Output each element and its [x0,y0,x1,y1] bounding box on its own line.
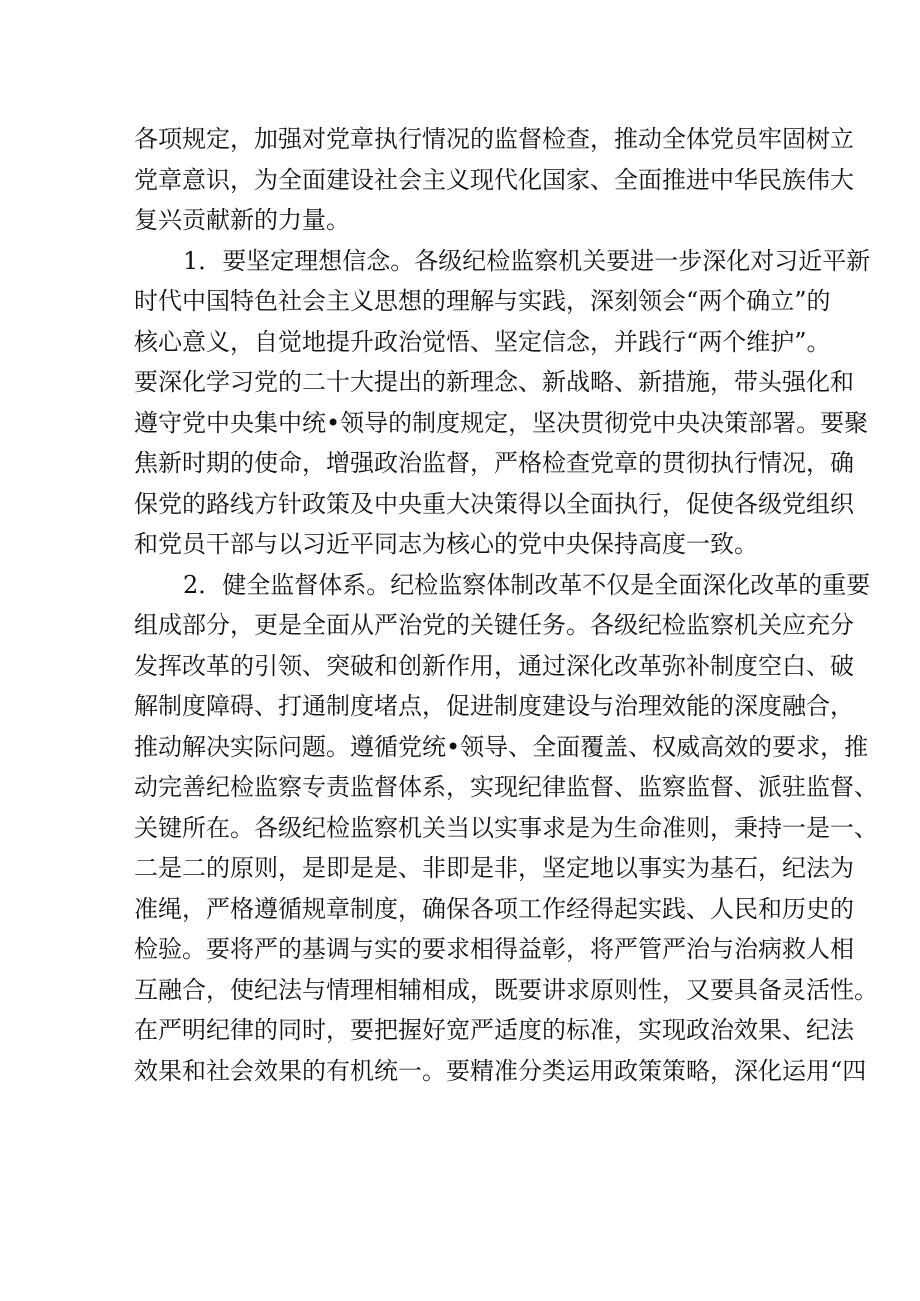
text-line: 焦新时期的使命，增强政治监督，严格检查党章的贯彻执行情况，确 [134,449,854,477]
text-line: 准绳，严格遵循规章制度，确保各项工作经得起实践、人民和历史的 [134,894,854,923]
text-line: 在严明纪律的同时，要把握好宽严适度的标准，实现政治效果、纪法 [134,1016,854,1044]
text-line: 互融合，使纪法与情理相辅相成，既要讲求原则性，又要具备灵活性。 [134,975,878,1004]
text-line: 和党员干部与以习近平同志为核心的党中央保持高度一致。 [134,530,758,558]
paragraph-2-first-line: 2．健全监督体系。纪检监察体制改革不仅是全面深化改革的重要 [183,570,871,599]
document-body [134,119,878,1091]
text-line: 核心意义，自觉地提升政治觉悟、坚定信念，并践行“两个维护”。 [134,327,831,356]
text-line: 二是二的原则，是即是是、非即是非，坚定地以事实为基石，纪法为 [134,854,854,882]
text-line: 检验。要将严的基调与实的要求相得益彰，将严管严治与治病救人相 [134,935,854,963]
text-line: 保党的路线方针政策及中央重大决策得以全面执行，促使各级党组织 [134,489,854,518]
text-line: 推动解决实际问题。遵循党统•领导、全面覆盖、权威高效的要求，推 [134,732,869,761]
text-line: 效果和社会效果的有机统一。要精准分类运用政策策略，深化运用“四 [134,1056,867,1085]
text-line: 时代中国特色社会主义思想的理解与实践，深刻领会“两个确立”的 [134,287,831,315]
text-line: 组成部分，更是全面从严治党的关键任务。各级纪检监察机关应充分 [134,611,854,639]
text-line: 各项规定，加强对党章执行情况的监督检查，推动全体党员牢固树立 [134,125,854,153]
text-line: 要深化学习党的二十大提出的新理念、新战略、新措施，带头强化和 [134,368,854,396]
paragraph-1-first-line: 1．要坚定理想信念。各级纪检监察机关要进一步深化对习近平新 [183,246,871,275]
text-line: 发挥改革的引领、突破和创新作用，通过深化改革弥补制度空白、破 [134,651,854,680]
text-line: 遵守党中央集中统•领导的制度规定，坚决贯彻党中央决策部署。要聚 [134,408,869,437]
text-line: 关键所在。各级纪检监察机关当以实事求是为生命准则，秉持一是一、 [134,813,878,842]
text-line: 党章意识，为全面建设社会主义现代化国家、全面推进中华民族伟大 [134,165,854,194]
text-line: 复兴贡献新的力量。 [134,206,350,234]
text-line: 解制度障碍、打通制度堵点，促进制度建设与治理效能的深度融合， [134,692,854,720]
text-line: 动完善纪检监察专责监督体系，实现纪律监督、监察监督、派驻监督、 [134,773,878,801]
